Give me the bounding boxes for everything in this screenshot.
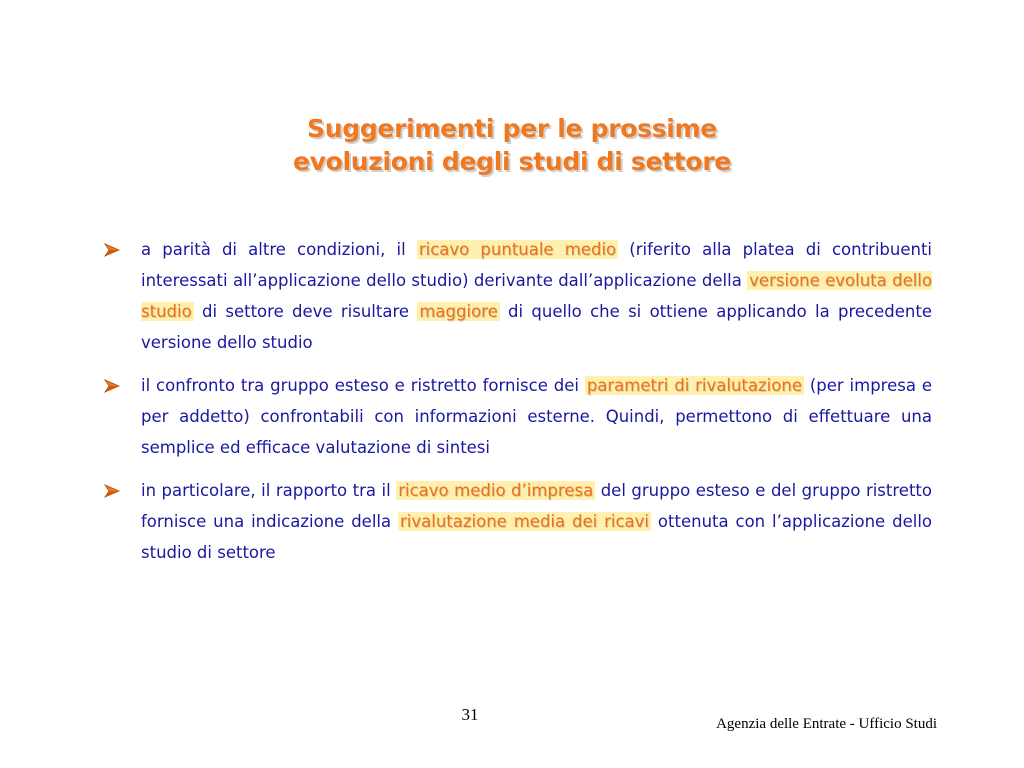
bullet-2-text-2: (per impresa e per addetto) confrontabili con informazioni esterne. Quindi, permettono di effettuare una semplice ed efficace valutazione di sintesi xyxy=(141,376,932,457)
arrowhead-bullet-icon xyxy=(104,370,124,401)
bullet-3-text-3: ottenuta con l’applicazione dello studio di settore xyxy=(141,512,932,562)
bullet-2-highlight-1: parametri di rivalutazione xyxy=(586,376,802,395)
bullet-1-text-1: a parità di altre condizioni, il xyxy=(141,240,417,259)
bullet-1-highlight-3: maggiore xyxy=(419,302,498,321)
bullet-list xyxy=(104,234,932,580)
arrowhead-bullet-icon xyxy=(104,234,124,265)
title-line-1: Suggerimenti per le prossime xyxy=(307,114,717,143)
bullet-item-3 xyxy=(104,475,932,568)
bullet-3-highlight-1: ricavo medio d’impresa xyxy=(398,481,594,500)
bullet-1-highlight-2: versione evoluta dello studio xyxy=(141,271,932,321)
bullet-1-highlight-1: ricavo puntuale medio xyxy=(418,240,617,259)
bullet-3-highlight-2: rivalutazione media dei ricavi xyxy=(400,512,650,531)
bullet-1-text-3: di settore deve risultare xyxy=(193,302,418,321)
footer-text: Agenzia delle Entrate - Ufficio Studi xyxy=(716,716,937,732)
title-line-2: evoluzioni degli studi di settore xyxy=(292,147,731,176)
bullet-item-2 xyxy=(104,370,932,463)
bullet-2-text-1: il confronto tra gruppo esteso e ristretto fornisce dei xyxy=(141,376,585,395)
bullet-1-text-4: di quello che si ottiene applicando la precedente versione dello studio xyxy=(141,302,932,352)
page-number: 31 xyxy=(461,705,479,724)
arrowhead-bullet-icon xyxy=(104,475,124,506)
bullet-1-text-2: (riferito alla platea di contribuenti interessati all’applicazione dello studio) derivante dall’applicazione della xyxy=(141,240,933,290)
slide-title xyxy=(0,112,1024,178)
bullet-3-text-2: del gruppo esteso e del gruppo ristretto fornisce una indicazione della xyxy=(141,481,932,531)
bullet-3-text-1: in particolare, il rapporto tra il xyxy=(141,481,397,500)
bullet-item-1 xyxy=(104,234,932,358)
